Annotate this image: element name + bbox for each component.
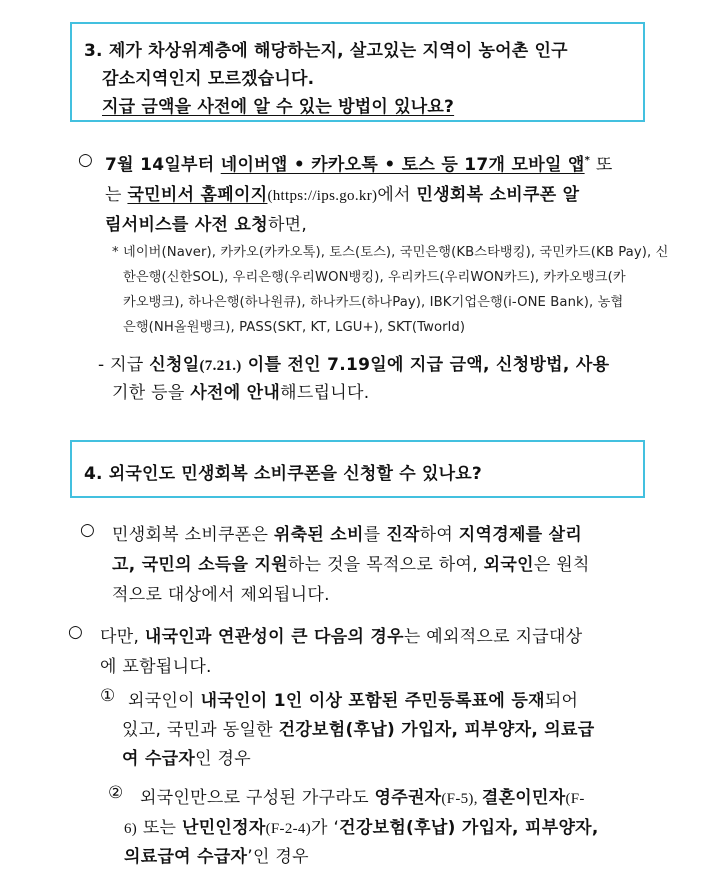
answer-3-dash-line-2 [112,378,369,403]
text: ’인 경우 [247,847,309,867]
text: 난민인정자 [181,818,266,838]
footnote-line-3: 카오뱅크), 하나은행(하나원큐), 하나카드(하나Pay), IBK기업은행(i-ONE Bank), 농협 [123,295,624,310]
text: 에서 [377,185,417,205]
answer-4-p1-line-2 [112,550,590,575]
answer-3-line-3 [105,210,307,235]
text: 하여 [419,525,459,545]
text: 하는 것을 목적으로 하여, [287,555,484,575]
item-2-number: ② [108,783,124,803]
text: 하면, [267,215,308,235]
text: 를 [363,525,387,545]
visa-code: (F-2-4) [265,821,312,837]
question-text: 감소지역인지 모르겠습니다. [102,69,315,89]
question-number: 3. [84,41,109,61]
answer-4-p2-line-1 [100,622,582,647]
item-1-line-3 [122,744,251,769]
text: 기한 등을 [112,383,191,403]
answer-4-p1-line-1 [112,520,582,545]
text: 민생회복 소비쿠폰 알 [416,185,580,205]
answer-3-bullet: ○ [78,150,94,170]
answer-3-dash-line-1 [98,350,609,375]
text: 내국인이 1인 이상 포함된 주민등록표에 등재 [200,691,545,711]
question-text: 4. 외국인도 민생회복 소비쿠폰을 신청할 수 있나요? [84,464,482,484]
url-text: (https://ips.go.kr) [267,188,378,204]
item-2-line-2 [124,813,599,838]
text: 되어 [544,691,579,711]
text: 은 원칙 [533,555,590,575]
text: 가 ‘ [311,818,340,838]
text: 외국인 [483,555,534,575]
answer-4-bullet-2: ○ [68,622,84,642]
text: 외국인이 [128,691,201,711]
text: 또 [590,155,613,175]
question-3-line-1 [84,36,568,61]
text: 지역경제를 살리 [458,525,583,545]
question-text: 제가 차상위계층에 해당하는지, 살고있는 지역이 농어촌 인구 [108,41,568,61]
text: 의료급여 수급자 [124,847,248,867]
text: - 지급 [98,355,150,375]
question-4-box [70,440,645,498]
item-2-line-1 [140,783,585,808]
text: 림서비스를 사전 요청 [105,215,268,235]
text: 인 경우 [195,749,251,769]
text: 여 수급자 [122,749,196,769]
answer-4-p1-line-3: 적으로 대상에서 제외됩니다. [112,585,330,605]
visa-code: 6) [124,821,138,837]
text: 7월 14일부터 [105,155,221,175]
question-3-box [70,22,645,122]
text: 외국인만으로 구성된 가구라도 [140,788,375,808]
text: 사전에 안내 [190,383,281,403]
homepage-underlined: 국민비서 홈페이지 [127,185,268,205]
text: 내국인과 연관성이 큰 다음의 경우 [144,627,404,647]
text: 위축된 소비 [273,525,364,545]
footnote-line-4: 은행(NH올원뱅크), PASS(SKT, KT, LGU+), SKT(Tworld) [123,320,466,335]
answer-3-line-2 [105,180,579,205]
question-3-line-2 [102,64,314,89]
item-1-line-2 [122,715,594,740]
item-1-line-1 [128,686,578,711]
item-1-number: ① [100,686,116,706]
date-text: (7.21.) [199,358,242,374]
visa-code: (F- [565,791,585,807]
text: 신청일 [149,355,200,375]
text: 결혼이민자 [481,788,566,808]
text: 건강보험(후납) 가입자, 피부양자, [339,818,599,838]
text: 건강보험(후납) 가입자, 피부양자, 의료급 [278,720,595,740]
text: 또는 [137,818,182,838]
question-3-line-3 [102,92,454,117]
answer-4-p2-line-2: 에 포함됩니다. [100,657,212,677]
question-text: 지급 금액을 사전에 알 수 있는 방법이 있나요? [102,97,455,117]
text: 다만, [100,627,145,647]
visa-code: (F-5), [441,791,482,807]
text: 는 [105,185,128,205]
footnote-line-1: * 네이버(Naver), 카카오(카카오톡), 토스(토스), 국민은행(KB스타뱅킹), 국민카드(KB Pay), 신 [112,245,669,260]
text: 는 예외적으로 지급대상 [403,627,583,647]
answer-3-line-1 [105,150,613,175]
footnote-marker: * [584,155,591,166]
text: 고, 국민의 소득을 지원 [112,555,288,575]
apps-underlined: 네이버앱 • 카카오톡 • 토스 등 17개 모바일 앱 [220,155,585,175]
text: 해드립니다. [280,383,370,403]
question-4-line-1 [84,459,482,484]
text: 진작 [386,525,420,545]
text: 영주권자 [374,788,442,808]
answer-4-bullet-1: ○ [80,520,96,540]
footnote-line-2: 한은행(신한SOL), 우리은행(우리WON뱅킹), 우리카드(우리WON카드), 카카오뱅크(카 [123,270,626,285]
text: 이틀 전인 7.19일에 지급 금액, 신청방법, 사용 [241,355,610,375]
item-2-line-3 [124,842,309,867]
text: 있고, 국민과 동일한 [122,720,279,740]
text: 민생회복 소비쿠폰은 [112,525,274,545]
